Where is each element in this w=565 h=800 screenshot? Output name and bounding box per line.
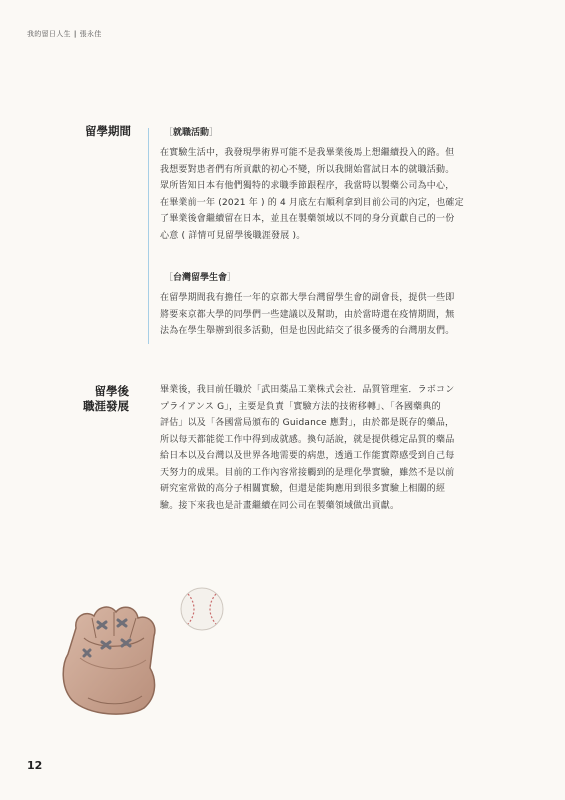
paragraph-career <box>160 382 454 514</box>
text-line: 眾所皆知日本有他們獨特的求職季節跟程序，我當時以製藥公司為中心， <box>160 181 455 191</box>
text-line: 將要來京都大學的同學們一些建議以及幫助，由於當時還在疫情期間，無 <box>160 309 455 320</box>
baseball-icon <box>178 585 226 633</box>
text-line: 心意 ( 詳情可見留學後職涯發展 )。 <box>160 230 306 241</box>
section-title-career <box>80 384 129 414</box>
text-line: 所以每天都能從工作中得到成就感。換句話說，就是提供穩定品質的藥品 <box>160 434 455 445</box>
text-line: 在留學期間我有擔任一年的京都大學台灣留學生會的副會長，提供一些即 <box>160 293 455 303</box>
paragraph-taiwan-student-association <box>160 290 454 340</box>
page-number: 12 <box>27 759 43 772</box>
subheading-job-hunting: ［就職活動］ <box>164 128 219 138</box>
text-line: 畢業後，我目前任職於「武田薬品工業株式会社．品質管理室．ラボコン <box>160 385 455 395</box>
baseball-glove-icon <box>58 598 168 718</box>
section-divider-line <box>148 128 149 344</box>
text-line: 研究室常做的高分子相關實驗，但還是能夠應用到很多實驗上相關的經 <box>160 484 446 494</box>
text-line: 法為在學生舉辦到很多活動，但是也因此結交了很多優秀的台灣朋友們。 <box>160 326 455 336</box>
title-line: 職涯發展 <box>83 399 129 413</box>
text-line: 在實驗生活中，我發現學術界可能不是我畢業後馬上想繼續投入的路。但 <box>160 148 455 158</box>
text-line: 我想要對患者們有所貢獻的初心不變，所以我開始嘗試日本的就職活動。 <box>160 164 455 175</box>
book-title: 我的留日人生 <box>27 30 71 38</box>
running-header <box>27 29 102 39</box>
text-line: 評估」以及「各國當局頒布的 Guidance 應對」，由於都是既存的藥品， <box>160 418 455 428</box>
text-line: 在畢業前一年 (2021 年 ) 的 4 月底左右順利拿到目前公司的內定，也確定 <box>160 197 464 208</box>
section-title-study-period: 留學期間 <box>85 124 131 138</box>
title-line: 留學後 <box>94 384 129 398</box>
text-line: プライアンス G」，主要是負責「實驗方法的技術移轉」、「各國藥典的 <box>160 401 441 412</box>
subheading-taiwan-student-association: ［台灣留學生會］ <box>164 273 237 283</box>
text-line: 驗。接下來我也是計畫繼續在同公司在製藥領域做出貢獻。 <box>160 500 400 511</box>
author-name: 張永佳 <box>79 30 102 38</box>
paragraph-job-hunting <box>160 145 464 244</box>
text-line: 給日本以及台灣以及世界各地需要的病患，透過工作能實際感受到自己每 <box>160 451 455 461</box>
header-separator: | <box>73 30 77 38</box>
text-line: 了畢業後會繼續留在日本，並且在製藥領域以不同的身分貢獻自己的一份 <box>160 214 455 224</box>
text-line: 天努力的成果。目前的工作內容常接觸到的是理化學實驗，雖然不是以前 <box>160 467 455 478</box>
